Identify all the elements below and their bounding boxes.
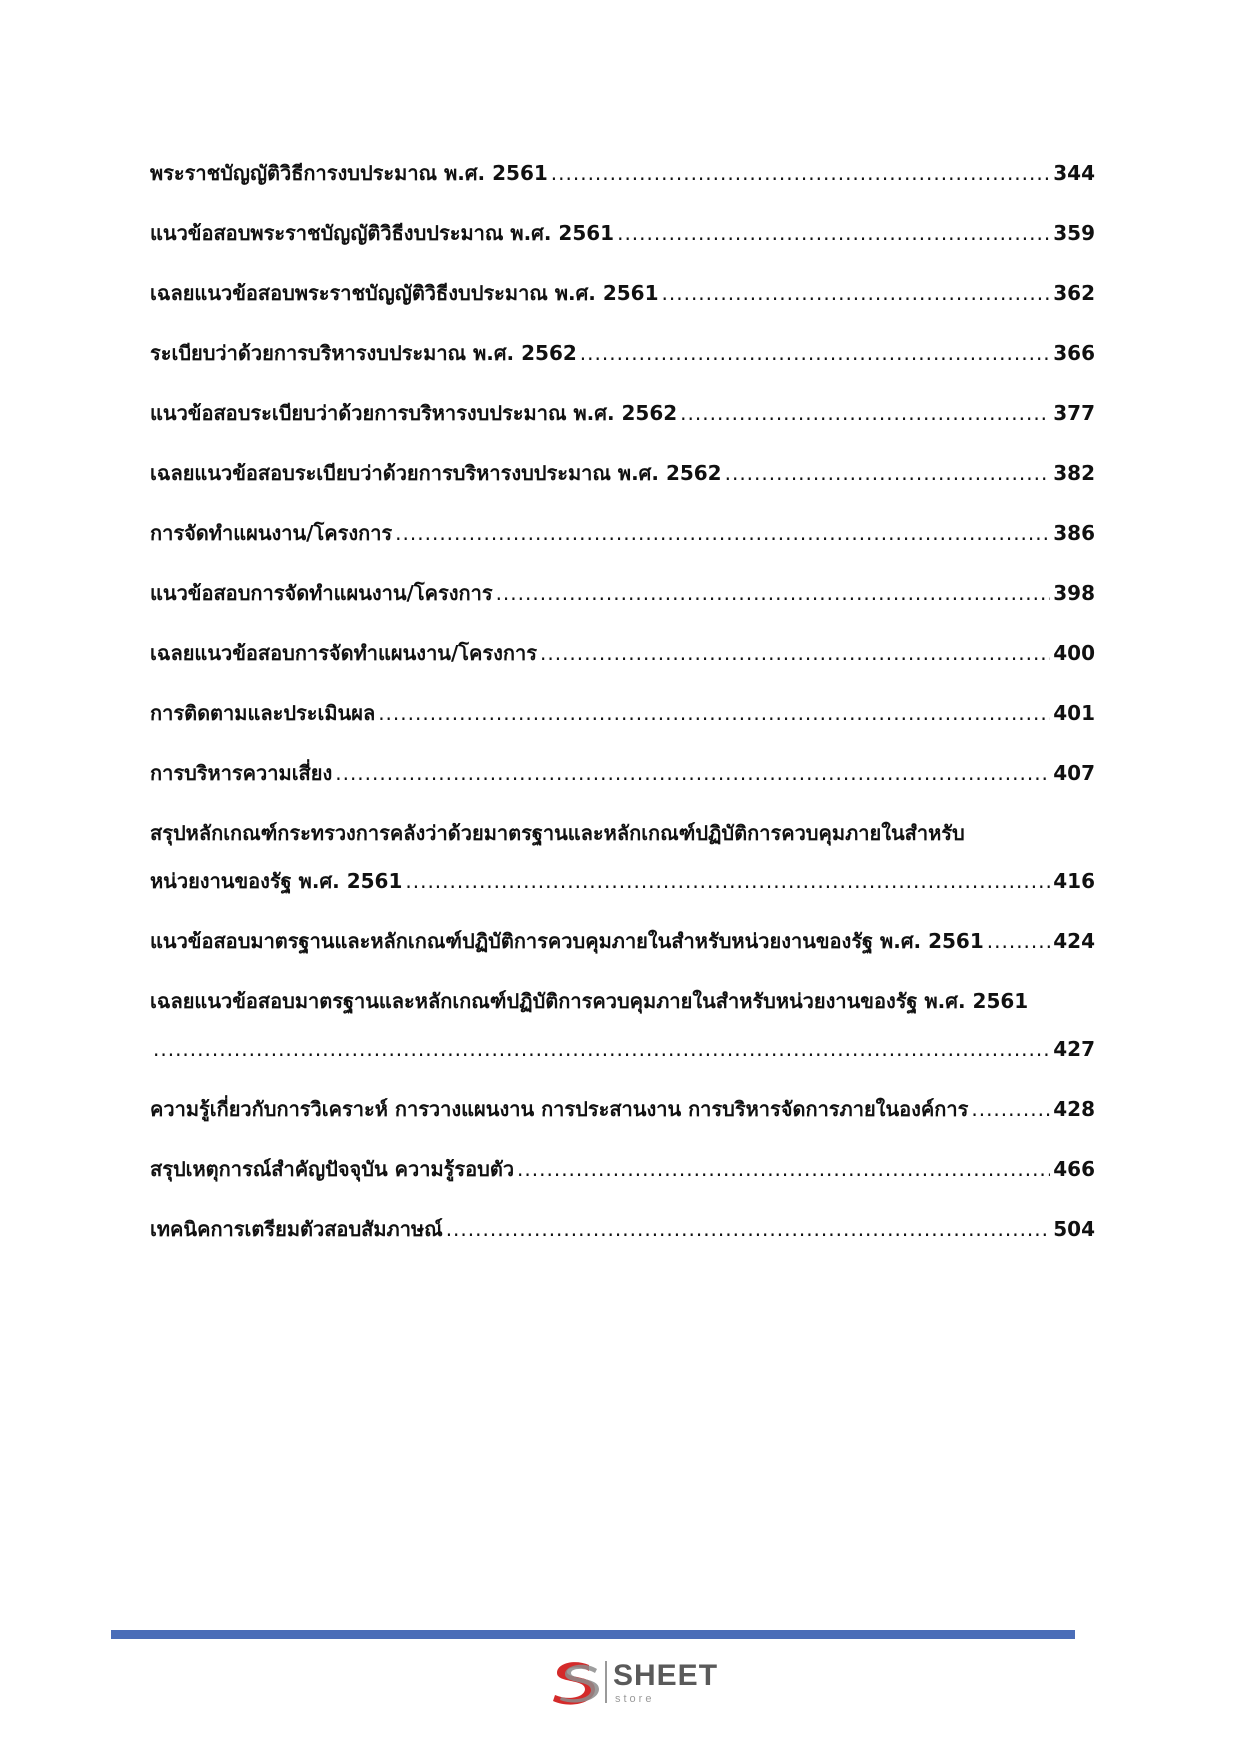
leader-dots: [540, 630, 1050, 676]
toc-entry[interactable]: [150, 150, 1095, 210]
leader-dots: [446, 1206, 1051, 1252]
toc-entry[interactable]: [150, 450, 1095, 510]
toc-entry-page: 416: [1053, 869, 1095, 893]
toc-entry-page: 362: [1053, 281, 1095, 305]
leader-dots: [971, 1086, 1050, 1132]
toc-entry-page: 504: [1053, 1217, 1095, 1241]
toc-entry-page: 401: [1053, 701, 1095, 725]
leader-dots: [517, 1146, 1050, 1192]
leader-dots: [395, 510, 1050, 556]
sheet-store-logo: [545, 1655, 719, 1715]
toc-entry-title: เทคนิคการเตรียมตัวสอบสัมภาษณ์: [150, 1217, 443, 1241]
leader-dots: [405, 858, 1050, 904]
logo-subtext: store: [615, 1693, 655, 1705]
toc-entry[interactable]: [150, 1086, 1095, 1146]
toc-entry[interactable]: [150, 330, 1095, 390]
leader-dots: [987, 918, 1050, 964]
toc-entry-title: การจัดทำแผนงาน/โครงการ: [150, 521, 393, 545]
toc-entry-title: แนวข้อสอบระเบียบว่าด้วยการบริหารงบประมาณ พ.ศ. 2562: [150, 401, 678, 425]
logo-separator: [605, 1661, 607, 1703]
toc-entry[interactable]: [150, 390, 1095, 450]
toc-entry-page: 466: [1053, 1157, 1095, 1181]
toc-entry-title: เฉลยแนวข้อสอบการจัดทำแผนงาน/โครงการ: [150, 641, 537, 665]
toc-entry-title-line2: หน่วยงานของรัฐ พ.ศ. 2561: [150, 869, 403, 893]
toc-entry-title: สรุปเหตุการณ์สำคัญปัจจุบัน ความรู้รอบตัว: [150, 1157, 515, 1181]
toc-entry-page: 424: [1053, 929, 1095, 953]
toc-entry[interactable]: [150, 270, 1095, 330]
toc-entry-title: แนวข้อสอบมาตรฐานและหลักเกณฑ์ปฏิบัติการควบคุมภายในสำหรับหน่วยงานของรัฐ พ.ศ. 2561: [150, 929, 984, 953]
toc-entry-page: 400: [1053, 641, 1095, 665]
toc-entry[interactable]: [150, 510, 1095, 570]
leader-dots: [680, 390, 1050, 436]
toc-entry-page: 407: [1053, 761, 1095, 785]
toc-entry[interactable]: [150, 750, 1095, 810]
toc-entry-page: 377: [1053, 401, 1095, 425]
toc-entry-page: 359: [1053, 221, 1095, 245]
toc-entry-title-line1: เฉลยแนวข้อสอบมาตรฐานและหลักเกณฑ์ปฏิบัติการควบคุมภายในสำหรับหน่วยงานของรัฐ พ.ศ. 2561: [150, 989, 1029, 1013]
toc-entry-title-line1: สรุปหลักเกณฑ์กระทรวงการคลังว่าด้วยมาตรฐานและหลักเกณฑ์ปฏิบัติการควบคุมภายในสำหรับ: [150, 821, 965, 845]
toc-entry[interactable]: [150, 570, 1095, 630]
leader-dots: [378, 690, 1050, 736]
leader-dots: [153, 1026, 1050, 1072]
logo-wordmark: SHEET: [613, 1659, 719, 1692]
toc-entry[interactable]: [150, 690, 1095, 750]
toc-entry[interactable]: [150, 1146, 1095, 1206]
leader-dots: [335, 750, 1050, 796]
toc-entry-title: แนวข้อสอบการจัดทำแผนงาน/โครงการ: [150, 581, 493, 605]
toc-entry-title: ความรู้เกี่ยวกับการวิเคราะห์ การวางแผนงาน การประสานงาน การบริหารจัดการภายในองค์การ: [150, 1097, 969, 1121]
footer-divider: [111, 1630, 1075, 1639]
leader-dots: [662, 270, 1051, 316]
toc-entry-page: 366: [1053, 341, 1095, 365]
sheet-store-logo-icon: [545, 1657, 603, 1707]
leader-dots: [496, 570, 1051, 616]
toc-entry-page: 428: [1053, 1097, 1095, 1121]
toc-entry-title: เฉลยแนวข้อสอบพระราชบัญญัติวิธีงบประมาณ พ.ศ. 2561: [150, 281, 659, 305]
toc-entry-title: เฉลยแนวข้อสอบระเบียบว่าด้วยการบริหารงบประมาณ พ.ศ. 2562: [150, 461, 722, 485]
toc-entry-page: 427: [1053, 1037, 1095, 1061]
toc-entry-page: 344: [1053, 161, 1095, 185]
toc-entry-page: 398: [1053, 581, 1095, 605]
leader-dots: [551, 150, 1050, 196]
toc-entry[interactable]: [150, 918, 1095, 978]
toc-entry-page: 382: [1053, 461, 1095, 485]
toc-entry[interactable]: [150, 210, 1095, 270]
table-of-contents: [150, 150, 1095, 1266]
toc-entry[interactable]: [150, 978, 1095, 1086]
leader-dots: [580, 330, 1050, 376]
toc-entry-title: ระเบียบว่าด้วยการบริหารงบประมาณ พ.ศ. 2562: [150, 341, 577, 365]
leader-dots: [617, 210, 1050, 256]
toc-entry-title: การบริหารความเสี่ยง: [150, 761, 333, 785]
toc-entry[interactable]: [150, 630, 1095, 690]
toc-entry-title: แนวข้อสอบพระราชบัญญัติวิธีงบประมาณ พ.ศ. 2561: [150, 221, 615, 245]
toc-entry-page: 386: [1053, 521, 1095, 545]
toc-entry-title: การติดตามและประเมินผล: [150, 701, 376, 725]
leader-dots: [725, 450, 1051, 496]
toc-entry-title: พระราชบัญญัติวิธีการงบประมาณ พ.ศ. 2561: [150, 161, 548, 185]
toc-entry[interactable]: [150, 810, 1095, 918]
toc-entry[interactable]: [150, 1206, 1095, 1266]
